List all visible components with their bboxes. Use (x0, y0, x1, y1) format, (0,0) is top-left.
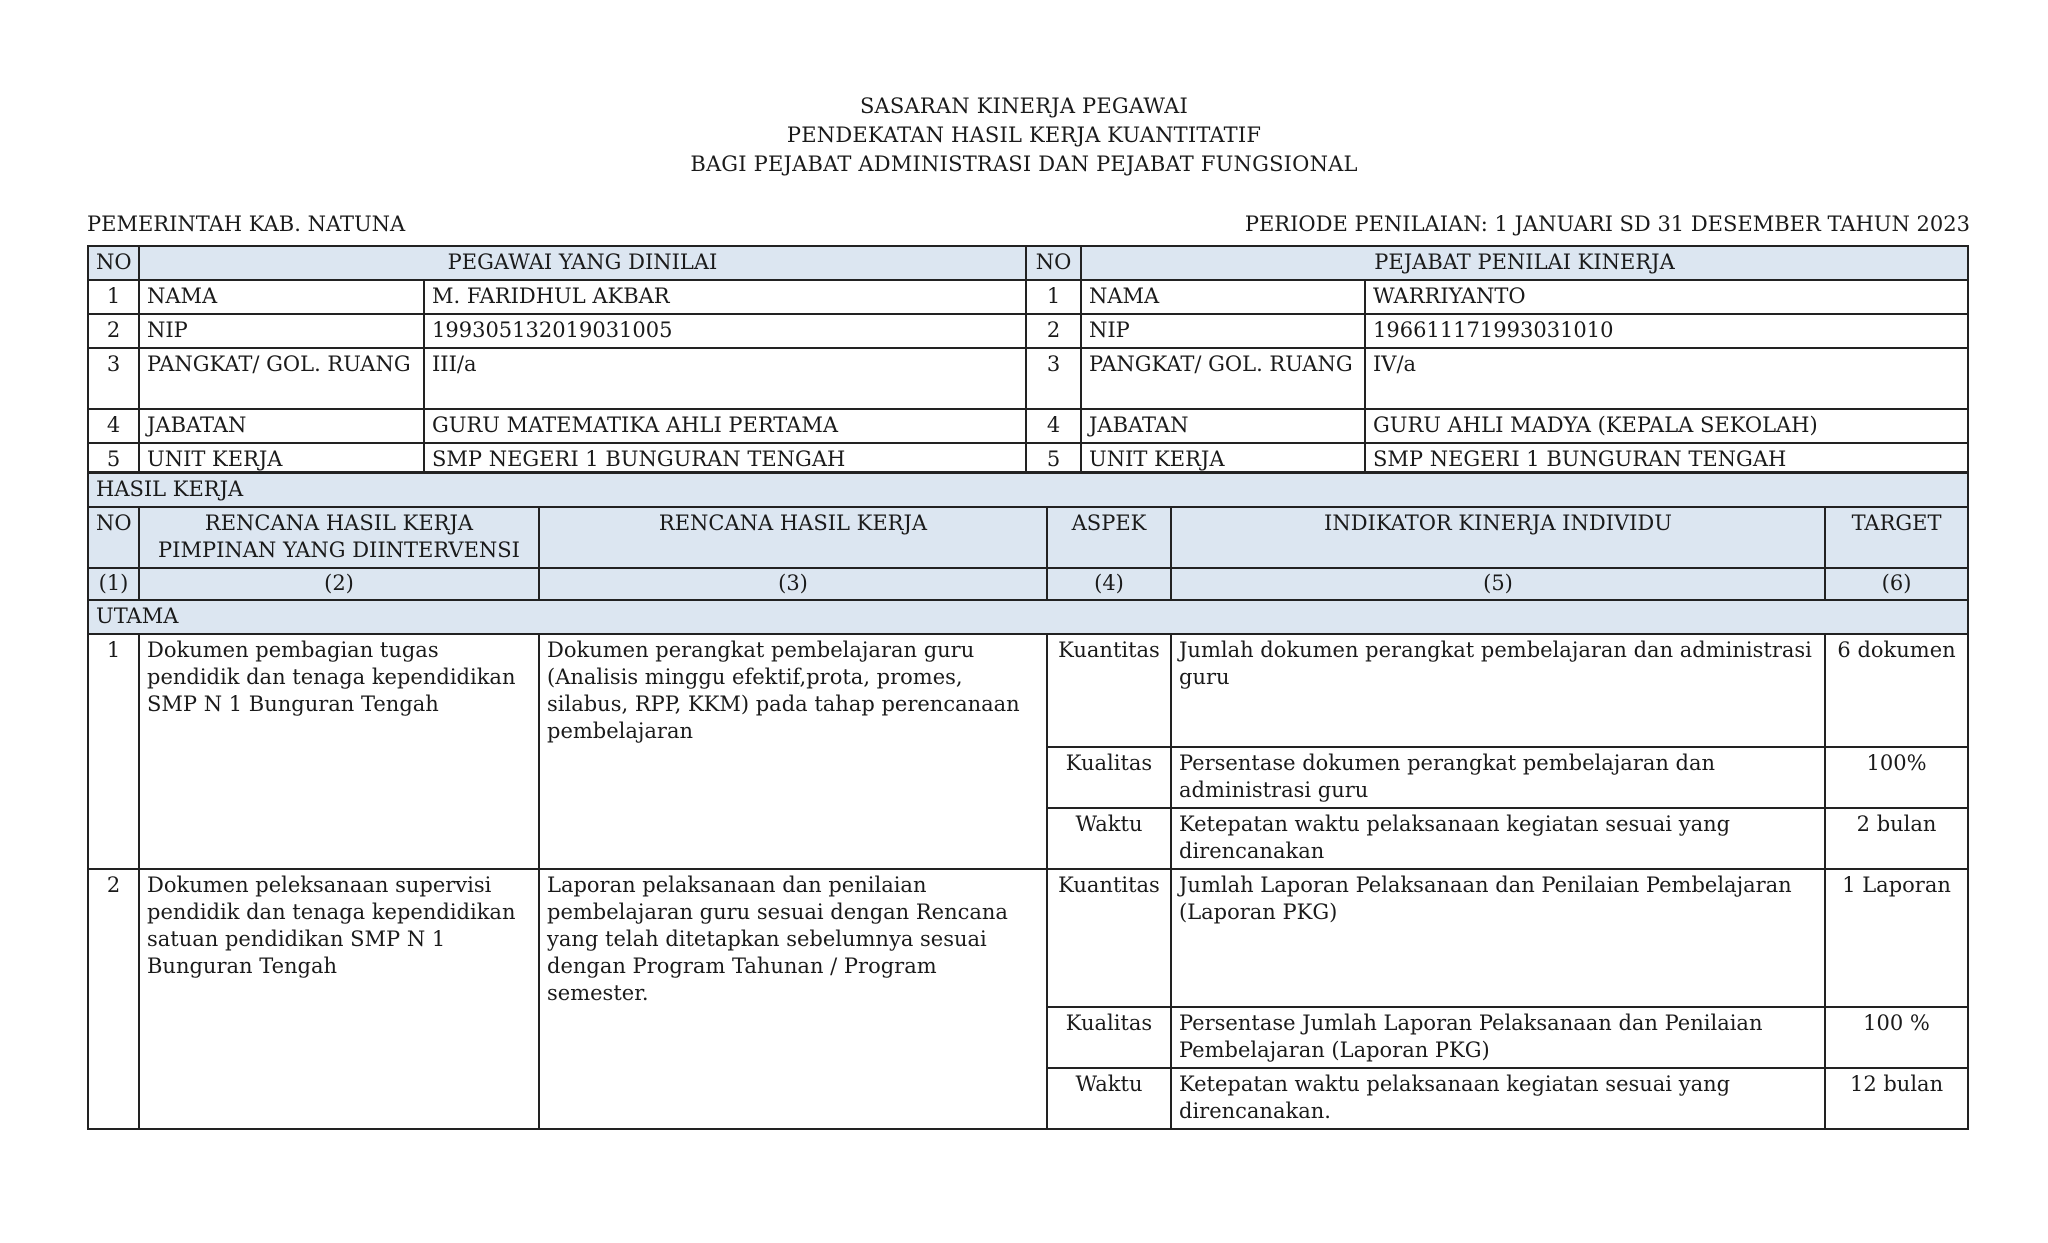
target-cell: 100% (1825, 747, 1968, 808)
identity-row (88, 409, 1968, 443)
penilai-value: WARRIYANTO (1365, 280, 1968, 314)
identity-table (87, 245, 1969, 478)
identity-row (88, 280, 1968, 314)
pegawai-value: M. FARIDHUL AKBAR (424, 280, 1026, 314)
indikator-cell: Jumlah Laporan Pelaksanaan dan Penilaian Pembelajaran (Laporan PKG) (1171, 869, 1825, 1007)
item-number: 1 (88, 634, 139, 869)
aspek-cell: Waktu (1047, 1068, 1171, 1129)
row-number: 5 (1026, 443, 1081, 477)
aspek-cell: Kualitas (1047, 747, 1171, 808)
title-line-3: BAGI PEJABAT ADMINISTRASI DAN PEJABAT FUNGSIONAL (690, 152, 1358, 176)
target-cell: 12 bulan (1825, 1068, 1968, 1129)
rhk-cell: Dokumen perangkat pembelajaran guru (Analisis minggu efektif,prota, promes, silabus, RPP, KKM) pada tahap perencanaan pembelajaran (539, 634, 1047, 869)
col-aspek-header: ASPEK (1047, 507, 1171, 568)
column-number: (3) (539, 568, 1047, 600)
field-label: NAMA (139, 280, 424, 314)
aspek-cell: Kuantitas (1047, 634, 1171, 747)
target-cell: 6 dokumen (1825, 634, 1968, 747)
identity-row (88, 314, 1968, 348)
field-label: PANGKAT/ GOL. RUANG (1081, 348, 1365, 409)
col-rhk-header: RENCANA HASIL KERJA (539, 507, 1047, 568)
column-number-row (88, 568, 1968, 600)
col-no-header: NO (88, 507, 139, 568)
identity-header-row (88, 246, 1968, 280)
target-cell: 1 Laporan (1825, 869, 1968, 1007)
column-number: (2) (139, 568, 539, 600)
title-line-2: PENDEKATAN HASIL KERJA KUANTITATIF (786, 123, 1262, 147)
table-row (88, 869, 1968, 1007)
row-number: 3 (1026, 348, 1081, 409)
col-rhk-pimpinan-header: RENCANA HASIL KERJA PIMPINAN YANG DIINTERVENSI (139, 507, 539, 568)
column-number: (6) (1825, 568, 1968, 600)
instansi-label: PEMERINTAH KAB. NATUNA (87, 212, 406, 236)
field-label: JABATAN (1081, 409, 1365, 443)
pegawai-value: III/a (424, 348, 1026, 409)
row-number: 4 (88, 409, 139, 443)
penilai-value: IV/a (1365, 348, 1968, 409)
rhk-pimpinan-cell: Dokumen pembagian tugas pendidik dan tenaga kependidikan SMP N 1 Bunguran Tengah (139, 634, 539, 869)
no-header: NO (1026, 246, 1081, 280)
aspek-cell: Kuantitas (1047, 869, 1171, 1007)
row-number: 2 (1026, 314, 1081, 348)
indikator-cell: Ketepatan waktu pelaksanaan kegiatan sesuai yang direncanakan. (1171, 1068, 1825, 1129)
pegawai-value: SMP NEGERI 1 BUNGURAN TENGAH (424, 443, 1026, 477)
pegawai-header: PEGAWAI YANG DINILAI (139, 246, 1026, 280)
indikator-cell: Persentase dokumen perangkat pembelajaran dan administrasi guru (1171, 747, 1825, 808)
pegawai-value: 199305132019031005 (424, 314, 1026, 348)
section-row (88, 473, 1968, 508)
group-row (88, 600, 1968, 634)
penilai-value: SMP NEGERI 1 BUNGURAN TENGAH (1365, 443, 1968, 477)
title-line-1: SASARAN KINERJA PEGAWAI (859, 94, 1189, 118)
document-title (0, 92, 2048, 179)
field-label: UNIT KERJA (139, 443, 424, 477)
column-header-row (88, 507, 1968, 568)
field-label: NIP (139, 314, 424, 348)
indikator-cell: Persentase Jumlah Laporan Pelaksanaan dan Penilaian Pembelajaran (Laporan PKG) (1171, 1007, 1825, 1068)
row-number: 1 (1026, 280, 1081, 314)
periode-label: PERIODE PENILAIAN: 1 JANUARI SD 31 DESEMBER TAHUN 2023 (1244, 212, 1970, 236)
row-number: 5 (88, 443, 139, 477)
rhk-cell: Laporan pelaksanaan dan penilaian pembelajaran guru sesuai dengan Rencana yang telah ditetapkan sebelumnya sesuai dengan Program Tahunan / Program semester. (539, 869, 1047, 1129)
row-number: 2 (88, 314, 139, 348)
field-label: UNIT KERJA (1081, 443, 1365, 477)
rhk-pimpinan-cell: Dokumen peleksanaan supervisi pendidik dan tenaga kependidikan satuan pendidikan SMP N 1 Bunguran Tengah (139, 869, 539, 1129)
no-header: NO (88, 246, 139, 280)
field-label: NAMA (1081, 280, 1365, 314)
pegawai-value: GURU MATEMATIKA AHLI PERTAMA (424, 409, 1026, 443)
field-label: PANGKAT/ GOL. RUANG (139, 348, 424, 409)
penilai-header: PEJABAT PENILAI KINERJA (1081, 246, 1968, 280)
column-number: (5) (1171, 568, 1825, 600)
row-number: 1 (88, 280, 139, 314)
penilai-value: 196611171993031010 (1365, 314, 1968, 348)
hasil-kerja-table (87, 471, 1969, 1130)
row-number: 3 (88, 348, 139, 409)
field-label: JABATAN (139, 409, 424, 443)
field-label: NIP (1081, 314, 1365, 348)
aspek-cell: Waktu (1047, 808, 1171, 869)
target-cell: 2 bulan (1825, 808, 1968, 869)
target-cell: 100 % (1825, 1007, 1968, 1068)
item-number: 2 (88, 869, 139, 1129)
indikator-cell: Ketepatan waktu pelaksanaan kegiatan sesuai yang direncanakan (1171, 808, 1825, 869)
identity-row (88, 348, 1968, 409)
row-number: 4 (1026, 409, 1081, 443)
group-title: UTAMA (88, 600, 1968, 634)
col-target-header: TARGET (1825, 507, 1968, 568)
column-number: (1) (88, 568, 139, 600)
penilai-value: GURU AHLI MADYA (KEPALA SEKOLAH) (1365, 409, 1968, 443)
section-title: HASIL KERJA (88, 473, 1968, 508)
column-number: (4) (1047, 568, 1171, 600)
table-row (88, 634, 1968, 747)
indikator-cell: Jumlah dokumen perangkat pembelajaran dan administrasi guru (1171, 634, 1825, 747)
col-indikator-header: INDIKATOR KINERJA INDIVIDU (1171, 507, 1825, 568)
aspek-cell: Kualitas (1047, 1007, 1171, 1068)
